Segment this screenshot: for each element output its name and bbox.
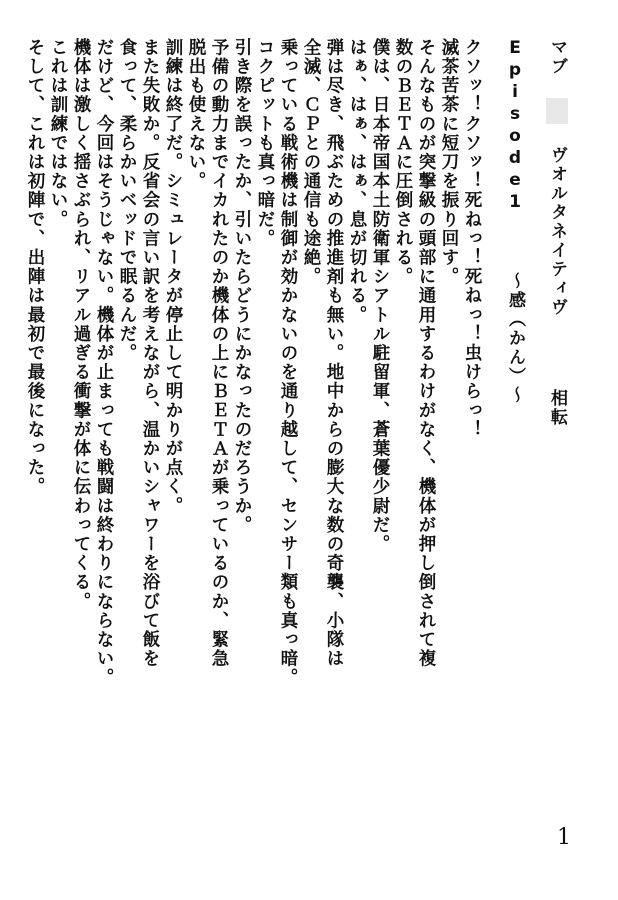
body-line: 僕は、日本帝国本土防衛軍シアトル駐留軍、蒼葉優少尉だ。 [370, 38, 390, 554]
body-line: コクピットも真っ暗だ。 [255, 38, 275, 249]
body-line: 予備の動力までイカれたのか機体の上にＢＥＴＡが乗っているのか、緊急 [209, 38, 229, 669]
body-line: 弾は尽き、飛ぶための推進剤も無い。地中からの膨大な数の奇襲、小隊は [324, 38, 344, 669]
body-line: 乗っている戦術機は制御が効かないのを通り越して、センサー類も真っ暗。 [278, 38, 298, 688]
body-line: そして、これは初陣で、出陣は最初で最後になった。 [25, 38, 45, 497]
body-line: だけど、今回はそうじゃない。機体が止まっても戦闘は終わりにならない。 [94, 38, 114, 688]
title-right: ヴオルタネイティヴ [547, 146, 567, 317]
episode-label: Episode1 [505, 38, 525, 214]
body-line: 脱出も使えない。 [186, 38, 206, 191]
body-line: 機体は激しく揺さぶられ、リアル過ぎる衝撃が体に伝わってくる。 [71, 38, 91, 611]
body-line: そんなものが突撃級の頭部に通用するわけがなく、機体が押し倒されて複 [416, 38, 436, 669]
body-line: 滅茶苦茶に短刀を振り回す。 [439, 38, 459, 287]
episode-column [503, 38, 527, 405]
title-left: マブ [547, 38, 567, 76]
body-line: 全滅、ＣＰとの通信も途絶。 [301, 38, 321, 287]
body-line: 訓練は終了だ。シミュレータが停止して明かりが点く。 [163, 38, 183, 516]
body-line: これは訓練ではない。 [48, 38, 68, 229]
title-column [545, 38, 569, 427]
body-line: 引き際を誤ったか、引いたらどうにかなったのだろうか。 [232, 38, 252, 535]
body-line: はぁ、はぁ、はぁ、息が切れる。 [347, 38, 367, 325]
redacted-block [546, 98, 568, 124]
body-line: クソッ！クソッ！死ねっ！死ねっ！虫けらっ！ [462, 38, 482, 440]
body-line: また失敗か。反省会の言い訳を考えながら、温かいシャワーを浴びて飯を [140, 38, 160, 669]
page-number: 1 [557, 825, 571, 850]
episode-subtitle: ～感（かん）～ [505, 272, 525, 405]
body-line: 数のＢＥＴＡに圧倒される。 [393, 38, 413, 287]
body-line: 食って、柔らかいベッドで眠るんだ。 [117, 38, 137, 363]
title-suffix: 相転 [547, 389, 567, 427]
